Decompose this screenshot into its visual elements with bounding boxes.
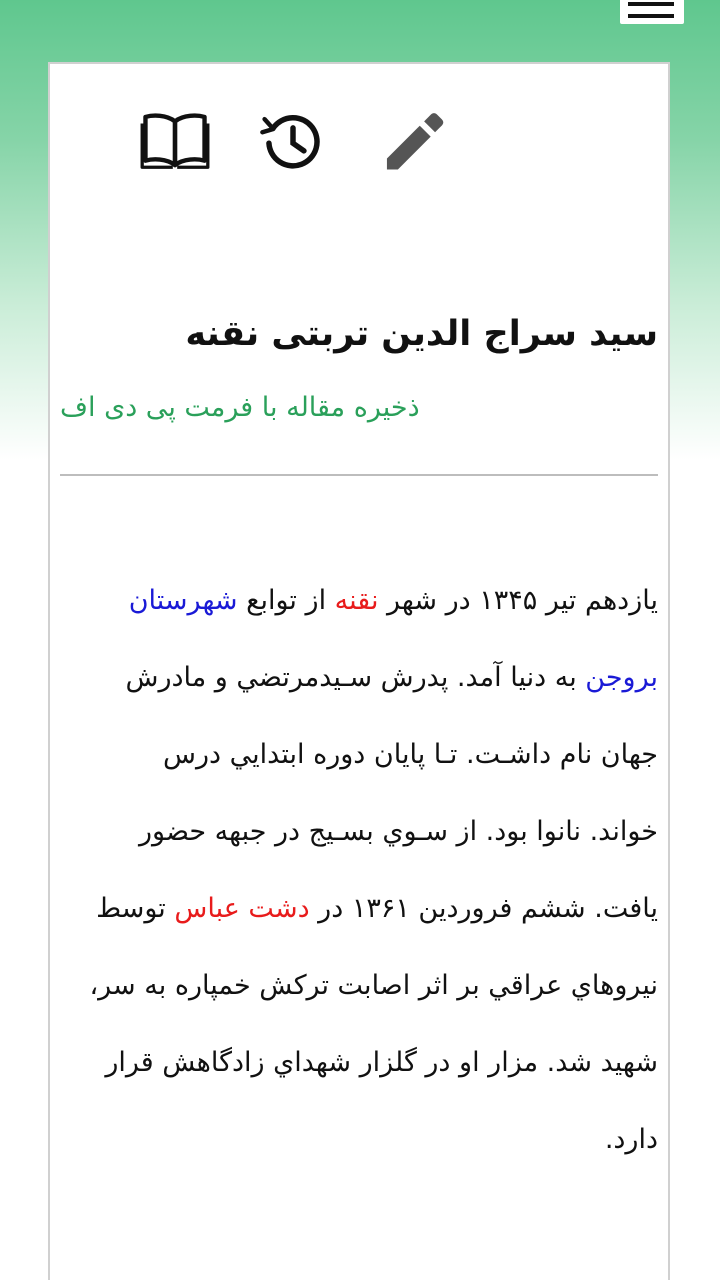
open-book-icon[interactable] bbox=[140, 106, 210, 176]
pencil-icon[interactable] bbox=[376, 106, 446, 176]
article-body bbox=[60, 562, 658, 1178]
article-text: دارد. bbox=[604, 1124, 658, 1155]
article-line bbox=[60, 1024, 658, 1101]
article-line bbox=[60, 639, 658, 716]
article-text: از توابع bbox=[237, 585, 335, 616]
article-link[interactable]: بروجن bbox=[585, 662, 658, 693]
article-link[interactable]: شهرستان bbox=[128, 585, 238, 616]
article-text: جهان نام داشـت. تـا پايان دوره ابتدايي درس bbox=[163, 739, 658, 770]
article-line bbox=[60, 947, 658, 1024]
article-text: يافت. ششم فروردين ۱۳۶۱ در bbox=[309, 893, 658, 924]
article-line bbox=[60, 870, 658, 947]
hamburger-menu-icon-bar bbox=[628, 14, 674, 18]
article-text: يازدهم تير ۱۳۴۵ در شهر bbox=[378, 585, 658, 616]
article-text: خواند. نانوا بود. از سـوي بسـيج در جبهه حضور bbox=[139, 816, 658, 847]
history-icon[interactable] bbox=[258, 106, 328, 176]
page-title: سید سراج الدین تربتی نقنه bbox=[185, 314, 658, 354]
article-missing-link[interactable]: نقنه bbox=[334, 585, 379, 616]
article-line bbox=[60, 562, 658, 639]
article-text: شهيد شد. مزار او در گلزار شهداي زادگاهش قرار bbox=[105, 1047, 658, 1078]
menu-button[interactable] bbox=[620, 0, 684, 24]
article-line bbox=[60, 793, 658, 870]
article-text: توسط bbox=[96, 893, 175, 924]
article-missing-link[interactable]: دشت عباس bbox=[174, 893, 310, 924]
divider bbox=[60, 474, 658, 476]
article-line bbox=[60, 1101, 658, 1178]
article-text: نيروهاي عراقي بر اثر اصابت تركش خمپاره به سر، bbox=[89, 970, 658, 1001]
hamburger-menu-icon bbox=[628, 2, 674, 6]
article-card bbox=[48, 62, 670, 1280]
article-text: به دنيا آمد. پدرش سـيدمرتضي و مادرش bbox=[125, 662, 586, 693]
save-pdf-link[interactable]: ذخیره مقاله با فرمت پی دی اف bbox=[60, 392, 420, 423]
article-line bbox=[60, 716, 658, 793]
